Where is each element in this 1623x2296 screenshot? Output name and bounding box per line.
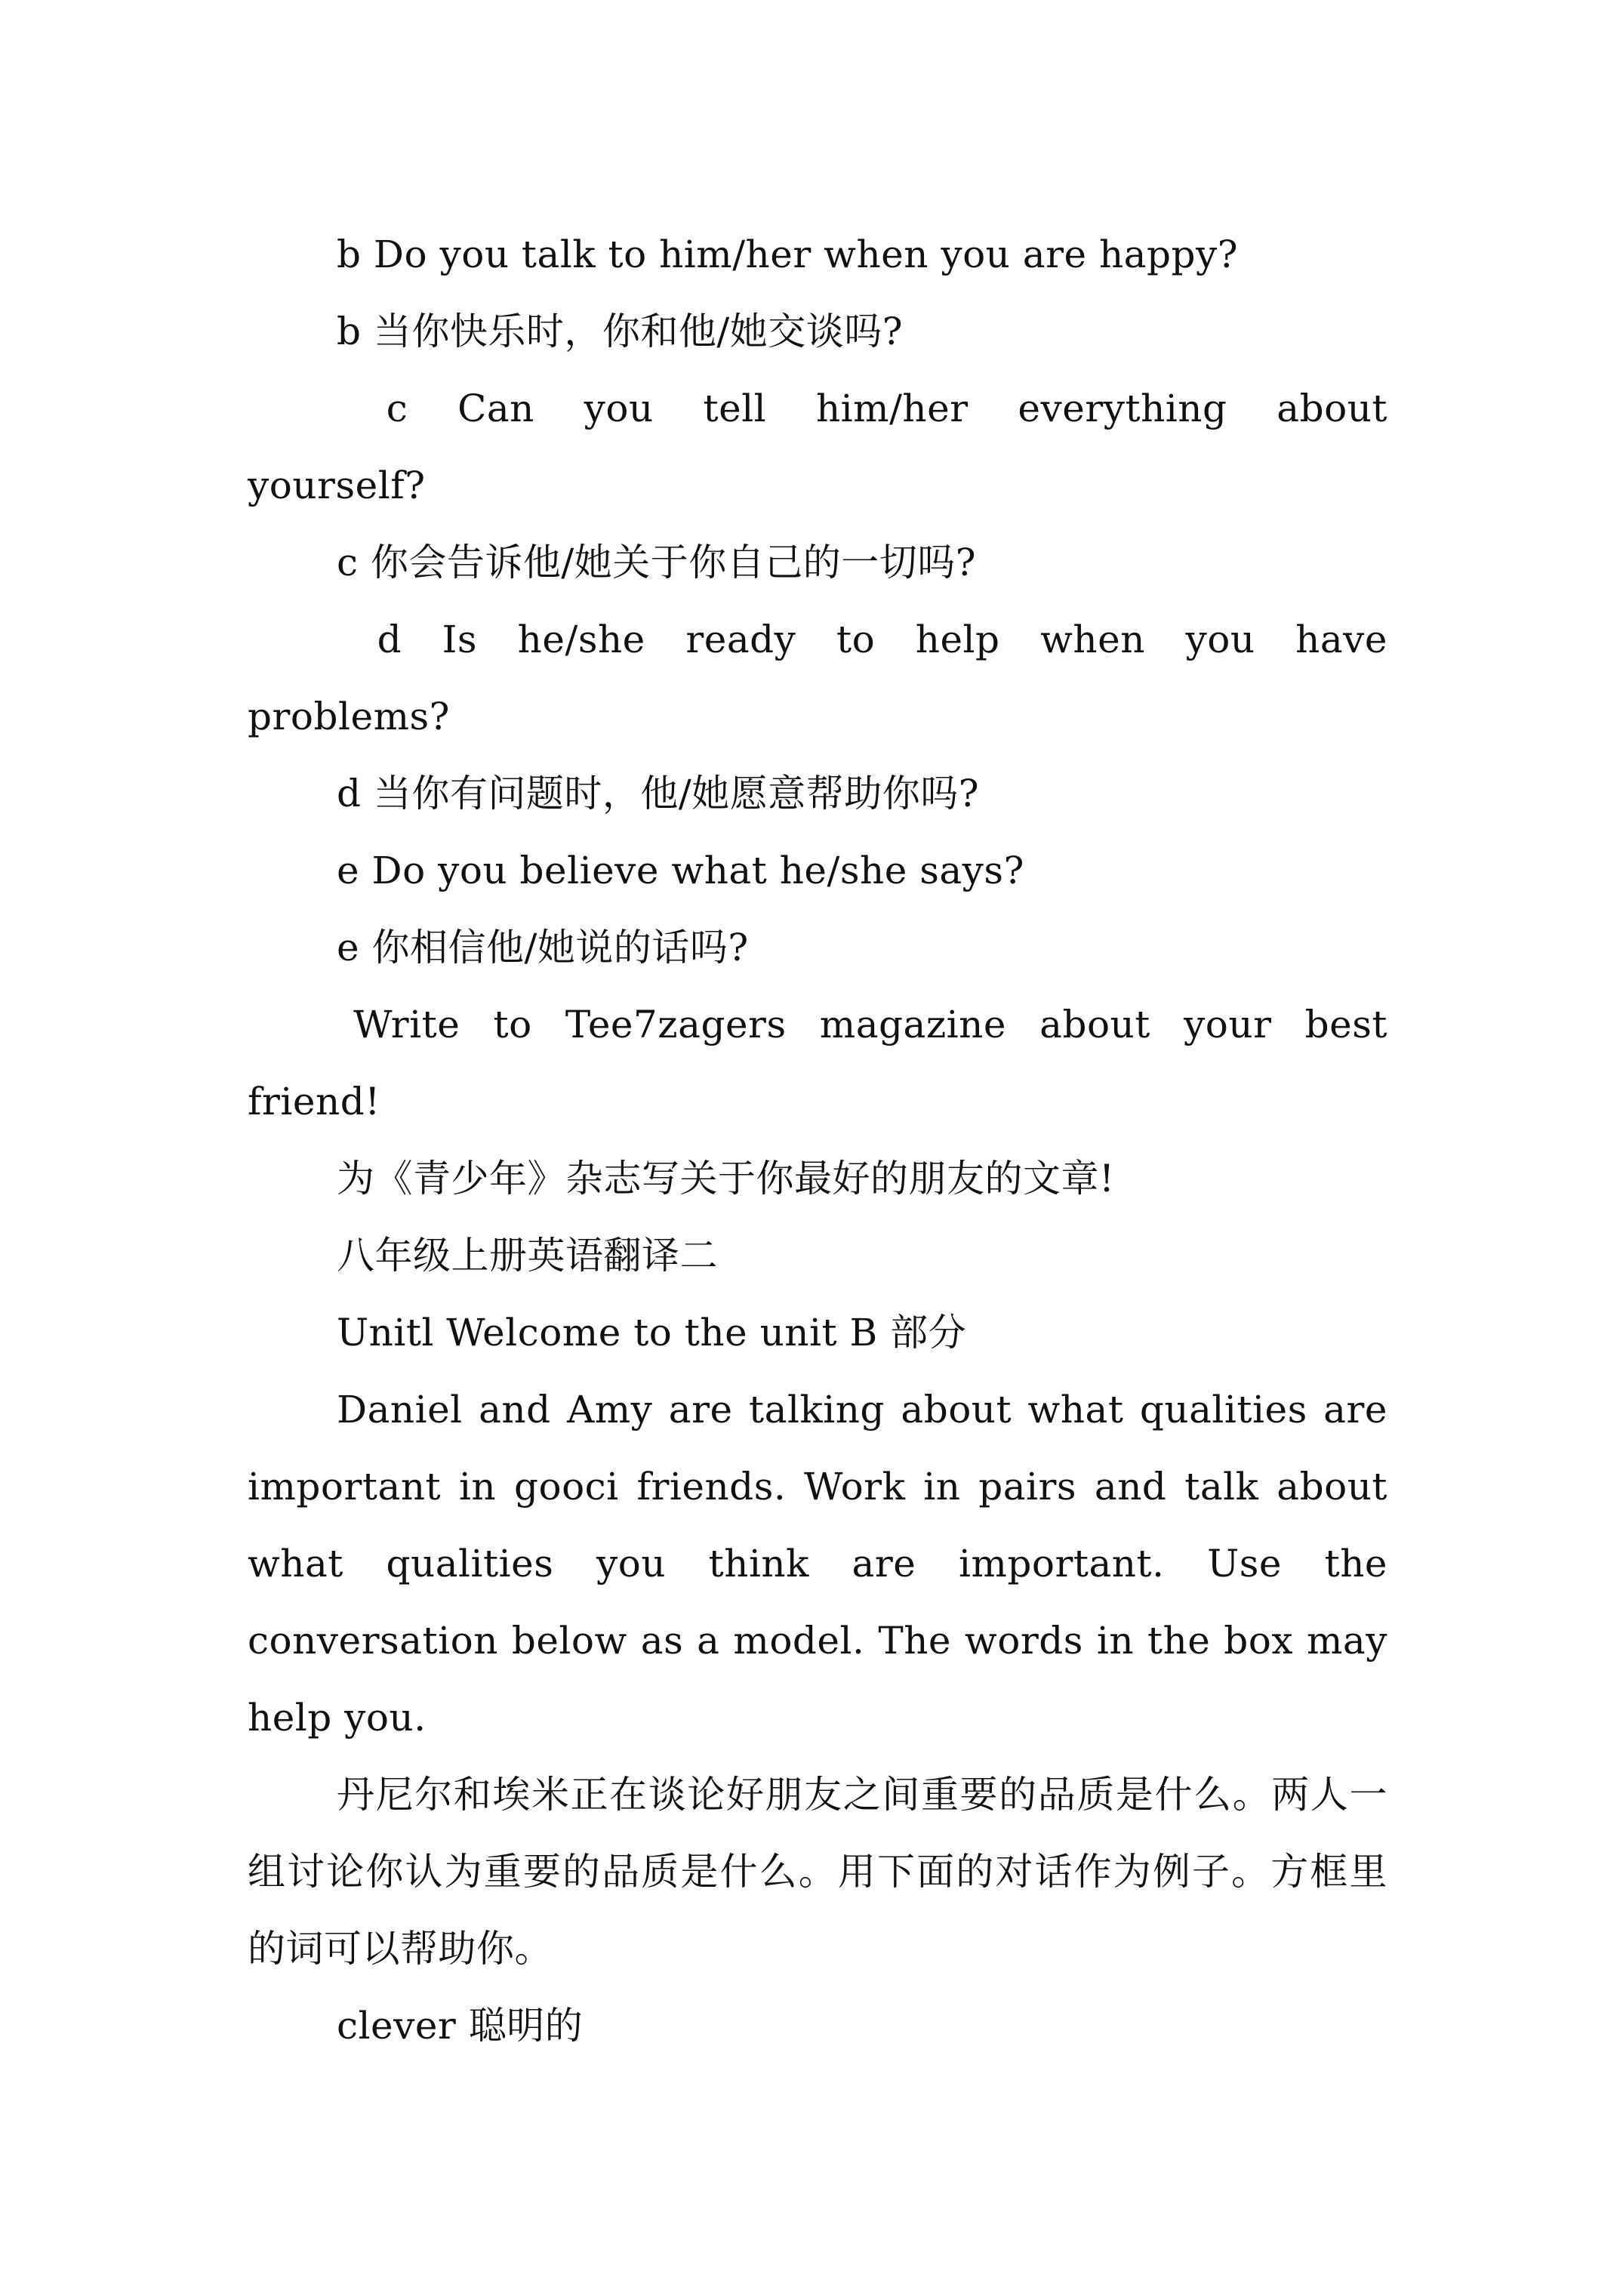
section-heading: 八年级上册英语翻译二 — [337, 1234, 718, 1277]
paragraph-write-instruction-english: Write to Tee7zagers magazine about your best friend! — [248, 1003, 1400, 1123]
paragraph-question-c-english: c Can you tell him/her everything about yourself? — [248, 387, 1400, 507]
unit-heading: Unitl Welcome to the unit B 部分 — [337, 1311, 967, 1354]
paragraph-question-e-english: e Do you believe what he/she says? — [337, 849, 1024, 892]
document-body — [248, 216, 1400, 2064]
paragraph-write-instruction-chinese: 为《青少年》杂志写关于你最好的朋友的文章! — [337, 1157, 1115, 1200]
paragraph-task-english: Daniel and Amy are talking about what qualities are important in gooci friends. Work in pairs and talk about what qualities you think are important. Use the conversation below as a model. The words in the box may help you. — [248, 1388, 1400, 1740]
vocabulary-item: clever 聪明的 — [337, 2004, 584, 2048]
paragraph-question-d-chinese: d 当你有问题时，他/她愿意帮助你吗? — [337, 772, 980, 815]
paragraph-question-b-chinese: b 当你快乐时，你和他/她交谈吗? — [337, 310, 904, 353]
paragraph-question-b-english: b Do you talk to him/her when you are happy? — [337, 233, 1239, 276]
paragraph-question-c-chinese: c 你会告诉他/她关于你自己的一切吗? — [337, 541, 977, 584]
paragraph-question-e-chinese: e 你相信他/她说的话吗? — [337, 926, 749, 969]
paragraph-task-chinese: 丹尼尔和埃米正在谈论好朋友之间重要的品质是什么。两人一组讨论你认为重要的品质是什么。用下面的对话作为例子。方框里的词可以帮助你。 — [248, 1773, 1387, 1971]
paragraph-question-d-english: d Is he/she ready to help when you have problems? — [248, 618, 1400, 738]
